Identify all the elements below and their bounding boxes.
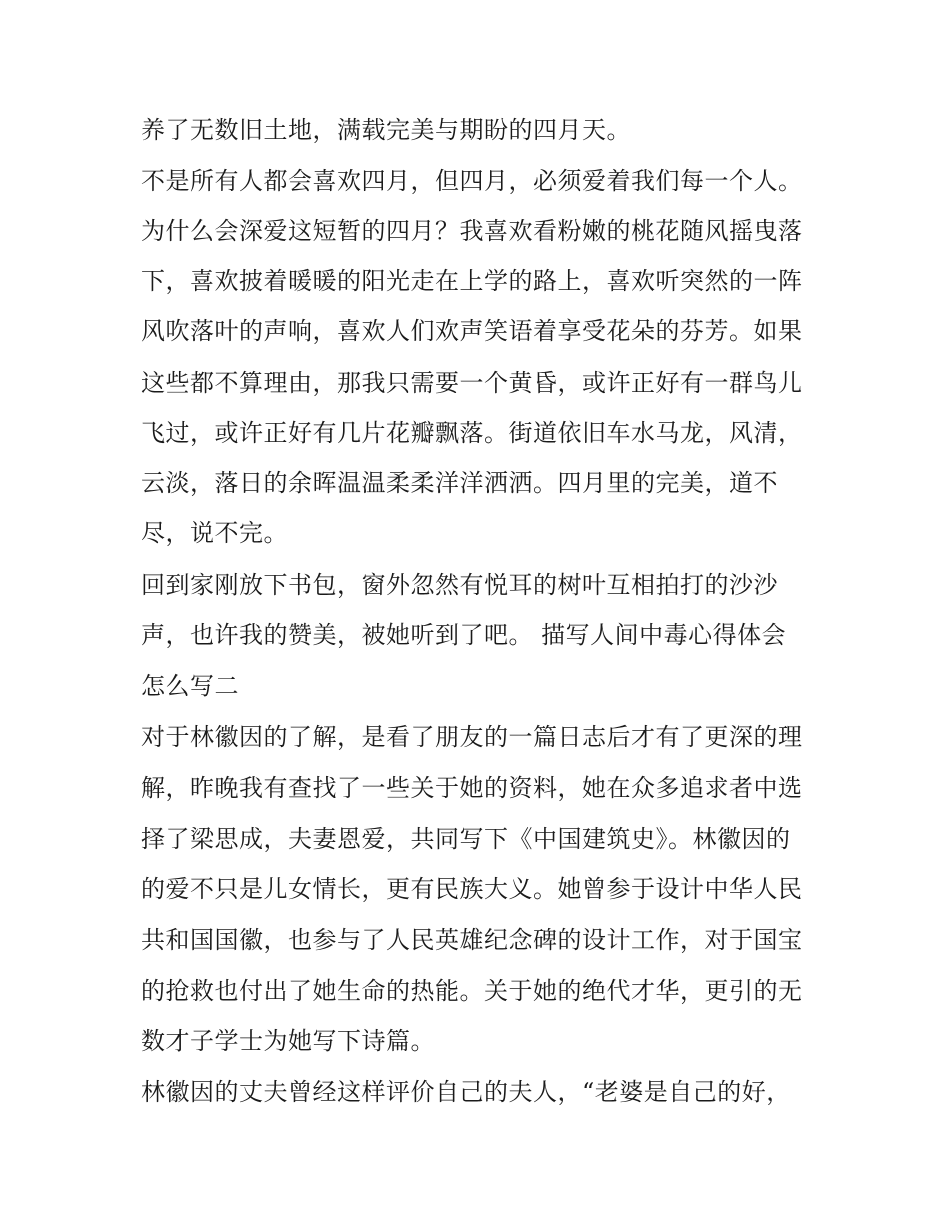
text-line: 的爱不只是儿女情长，更有民族大义。她曾参于设计中华人民 <box>141 875 803 903</box>
text-line: 风吹落叶的声响，喜欢人们欢声笑语着享受花朵的芬芳。如果 <box>141 317 803 345</box>
text-line: 飞过，或许正好有几片花瓣飘落。街道依旧车水马龙，风清， <box>141 419 803 447</box>
text-line: 对于林徽因的了解，是看了朋友的一篇日志后才有了更深的理 <box>141 723 803 751</box>
text-line: 尽，说不完。 <box>141 519 288 547</box>
text-line: 林徽因的丈夫曾经这样评价自己的夫人，“老婆是自己的好， <box>141 1078 791 1106</box>
text-line: 云淡，落日的余晖温温柔柔洋洋洒洒。四月里的完美，道不 <box>141 469 778 497</box>
text-line: 择了梁思成，夫妻恩爱，共同写下《中国建筑史》。林徽因的 <box>141 825 791 853</box>
text-line: 回到家刚放下书包，窗外忽然有悦耳的树叶互相拍打的沙沙 <box>141 571 778 599</box>
text-line: 怎么写二 <box>141 672 239 700</box>
text-line: 养了无数旧土地，满载完美与期盼的四月天。 <box>141 116 631 144</box>
text-line: 数才子学士为她写下诗篇。 <box>141 1027 435 1055</box>
text-line: 声，也许我的赞美，被她听到了吧。 描写人间中毒心得体会 <box>141 621 787 649</box>
text-line: 为什么会深爱这短暂的四月？我喜欢看粉嫩的桃花随风摇曳落 <box>141 217 803 245</box>
text-line: 共和国国徽，也参与了人民英雄纪念碑的设计工作，对于国宝 <box>141 926 803 954</box>
text-line: 这些都不算理由，那我只需要一个黄昏，或许正好有一群鸟儿 <box>141 369 803 397</box>
text-line: 的抢救也付出了她生命的热能。关于她的绝代才华，更引的无 <box>141 977 803 1005</box>
text-line: 解，昨晚我有查找了一些关于她的资料，她在众多追求者中选 <box>141 774 803 802</box>
text-line: 不是所有人都会喜欢四月，但四月，必须爱着我们每一个人。 <box>141 167 803 195</box>
text-line: 下，喜欢披着暖暖的阳光走在上学的路上，喜欢听突然的一阵 <box>141 267 803 295</box>
